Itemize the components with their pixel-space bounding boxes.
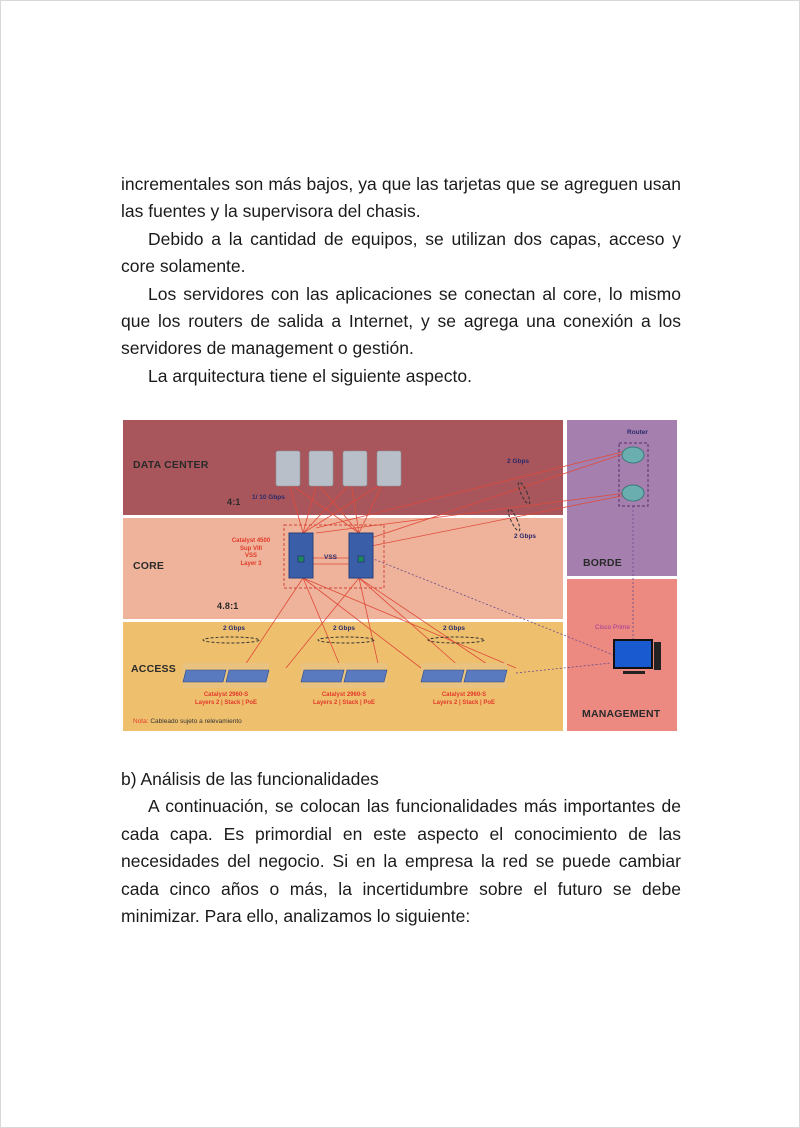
access-switch-label [176,692,276,707]
access-switch-label [294,692,394,707]
paragraph: La arquitectura tiene el siguiente aspecto. [148,365,472,386]
paragraph: Los servidores con las aplicaciones se conectan al core, lo mismo que los routers de salida a Internet, y se agrega una conexión a los servidores de management o gestión. [121,283,681,359]
paragraph: Debido a la cantidad de equipos, se utilizan dos capas, acceso y core solamente. [121,228,681,277]
server-icons [276,451,401,486]
layer-label-borde: BORDE [583,557,622,569]
access-switch-label [414,692,514,707]
router-icons [622,447,644,501]
vss-label: VSS [324,554,338,561]
text: Catalyst 4500 [231,538,271,544]
core-switch-label [221,538,281,568]
cisco-prime-label: Cisco Prime [595,624,631,631]
layer-label-access: ACCESS [131,663,176,675]
link-speed: 2 Gbps [514,533,537,540]
text: Layers 2 | Stack | PoE [432,699,496,706]
paragraph: incrementales son más bajos, ya que las tarjetas que se agreguen usan las fuentes y la supervisora del chasis. [121,174,681,222]
section-heading: b) Análisis de las funcionalidades [121,769,379,789]
text: Catalyst 2960-S [441,692,487,698]
paragraph: A continuación, se colocan las funcionalidades más importantes de cada capa. Es primordial en este aspecto el conocimiento de las necesidades del negocio. Si en la empresa la red se puede cambiar cada cinco años o más, la incertidumbre sobre el futuro se debe minimizar. Para ello, analizamos lo siguiente: [121,796,681,927]
ratio-dc: 4:1 [227,497,241,507]
body-text-bottom [121,766,681,930]
layer-label-management: MANAGEMENT [582,708,661,720]
router-label: Router [627,429,648,436]
text: Catalyst 2960-S [203,692,249,698]
text: Layers 2 | Stack | PoE [312,699,376,706]
ratio-core: 4.8:1 [217,601,239,611]
text: Sup VIII [239,545,262,552]
link-speed: 2 Gbps [443,625,466,632]
network-architecture-diagram [121,418,681,734]
access-switch-icons [183,663,507,688]
text: Catalyst 2960-S [321,692,367,698]
computer-icon [614,640,661,674]
text: Layer 3 [240,560,262,567]
link-speed: 2 Gbps [333,625,356,632]
note-text: Cableado sujeto a relevamiento [150,718,242,725]
layer-label-data-center: DATA CENTER [133,459,209,471]
body-text-top [121,171,681,390]
note-prefix: Nota: [133,718,149,725]
link-speed: 2 Gbps [223,625,246,632]
link-speed: 2 Gbps [507,458,530,465]
diagram-note [133,718,242,725]
text: VSS [244,553,257,559]
dc-speed-label: 1/ 10 Gbps [252,494,285,501]
layer-label-core: CORE [133,560,165,572]
text: Layers 2 | Stack | PoE [194,699,258,706]
